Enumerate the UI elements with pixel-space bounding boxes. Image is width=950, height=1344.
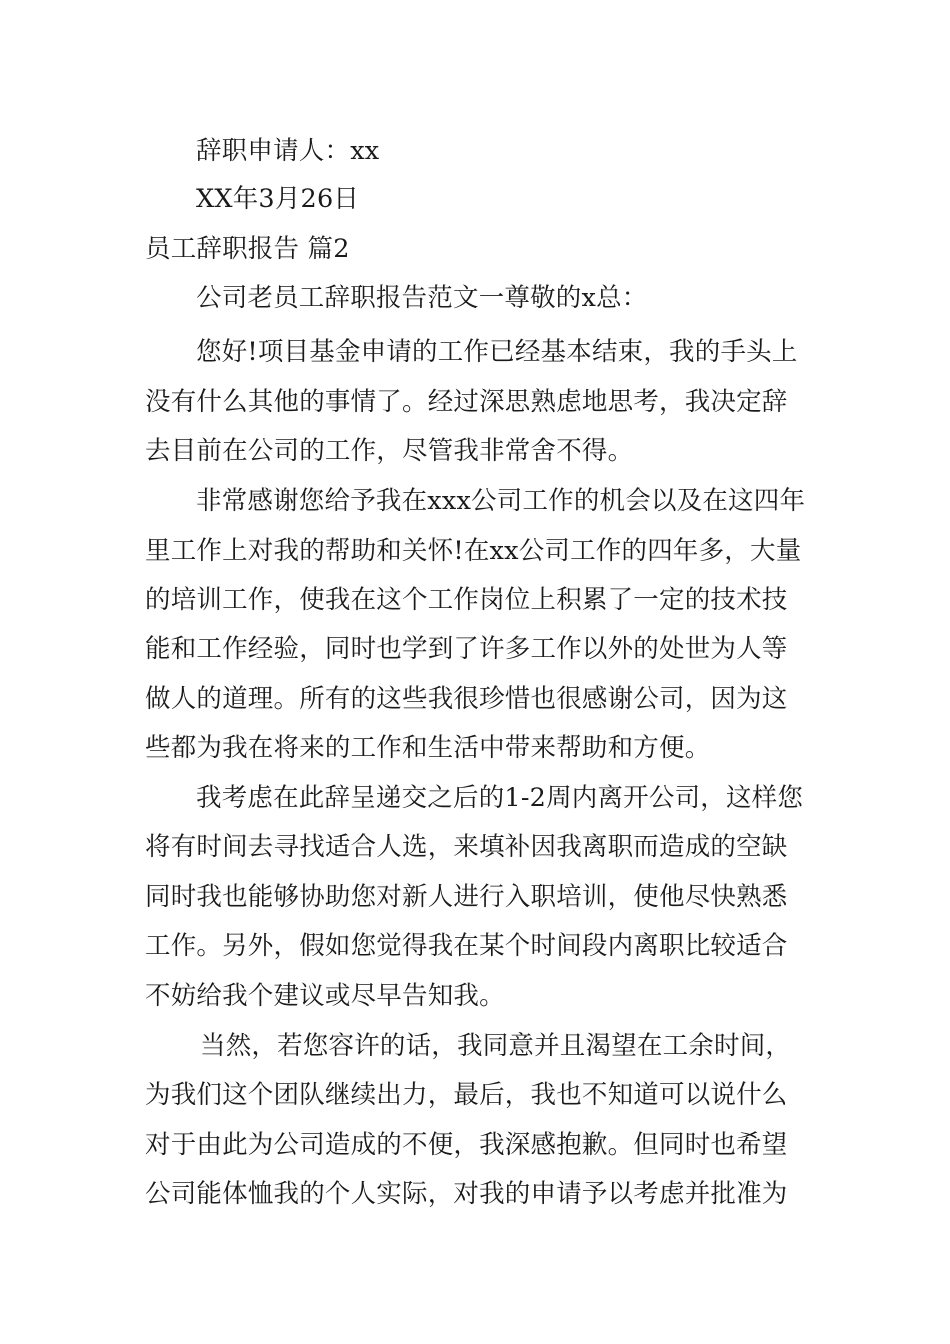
paragraph-line: 将有时间去寻找适合人选，来填补因我离职而造成的空缺	[145, 832, 788, 862]
paragraph-line: 的培训工作，使我在这个工作岗位上积累了一定的技术技	[145, 585, 788, 615]
paragraph-line: 能和工作经验，同时也学到了许多工作以外的处世为人等	[145, 634, 788, 664]
paragraph-line: 我考虑在此辞呈递交之后的1-2周内离开公司，这样您	[196, 783, 804, 813]
salutation: 公司老员工辞职报告范文一尊敬的x总：	[196, 283, 648, 313]
paragraph-line: 为我们这个团队继续出力，最后，我也不知道可以说什么	[145, 1080, 788, 1110]
paragraph-line: 您好!项目基金申请的工作已经基本结束，我的手头上	[196, 337, 798, 367]
paragraph-line: 去目前在公司的工作，尽管我非常舍不得。	[145, 436, 634, 466]
paragraph-line: 没有什么其他的事情了。经过深思熟虑地思考，我决定辞	[145, 387, 788, 417]
signature-date: XX年3月26日	[196, 184, 360, 214]
paragraph-line: 做人的道理。所有的这些我很珍惜也很感谢公司，因为这	[145, 684, 788, 714]
paragraph-line: 不妨给我个建议或尽早告知我。	[145, 981, 505, 1011]
paragraph-line: 同时我也能够协助您对新人进行入职培训，使他尽快熟悉	[145, 882, 788, 912]
signature-applicant: 辞职申请人：xx	[196, 136, 380, 166]
paragraph-line: 些都为我在将来的工作和生活中带来帮助和方便。	[145, 733, 711, 763]
section-heading: 员工辞职报告 篇2	[145, 234, 350, 264]
paragraph-line: 工作。另外，假如您觉得我在某个时间段内离职比较适合	[145, 931, 788, 961]
paragraph-line: 里工作上对我的帮助和关怀!在xx公司工作的四年多，大量	[145, 536, 802, 566]
paragraph-line: 当然，若您容许的话，我同意并且渴望在工余时间，	[200, 1031, 792, 1061]
paragraph-line: 公司能体恤我的个人实际，对我的申请予以考虑并批准为	[145, 1179, 788, 1209]
paragraph-line: 非常感谢您给予我在xxx公司工作的机会以及在这四年	[196, 486, 806, 516]
paragraph-line: 对于由此为公司造成的不便，我深感抱歉。但同时也希望	[145, 1130, 788, 1160]
